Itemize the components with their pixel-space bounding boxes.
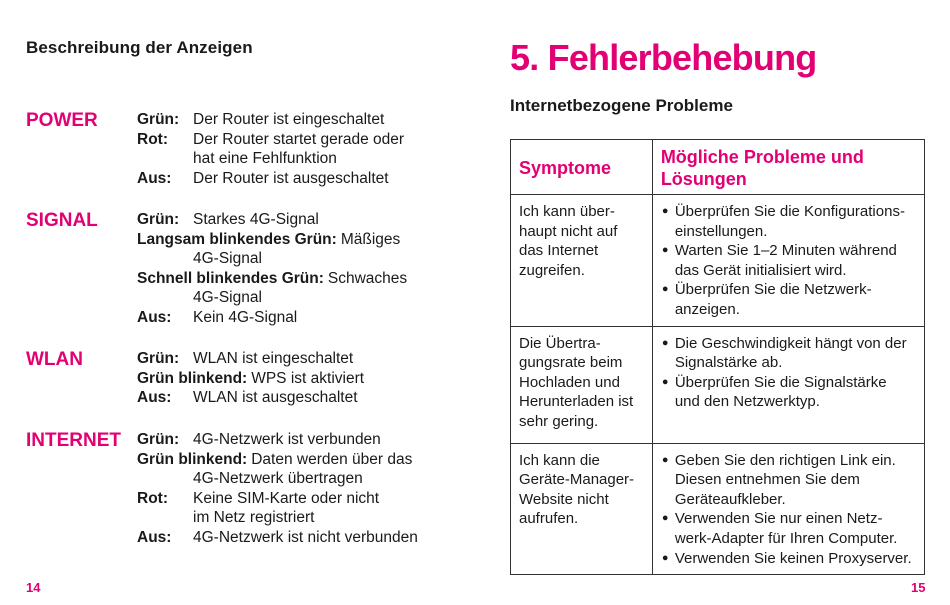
solution-bullet [662, 241, 920, 280]
solution-bullet [662, 509, 920, 548]
state-text: Schwaches [327, 269, 408, 287]
indicator-state-line [137, 528, 467, 548]
indicator-state-line [137, 349, 467, 369]
indicator-name: SIGNAL [26, 210, 98, 231]
state-label: Grün: [137, 350, 180, 367]
bullet-icon: ● [661, 205, 669, 217]
indicator-states [137, 430, 467, 548]
state-label: Aus: [137, 528, 172, 546]
indicator-state-line [137, 469, 467, 489]
solution-text [675, 451, 920, 510]
indicator-name: WLAN [26, 349, 83, 370]
bullet-icon: ● [661, 512, 669, 525]
solution-bullet [662, 202, 920, 241]
state-label: Rot: [137, 130, 168, 148]
indicator-state-line [137, 388, 467, 408]
page-number-right: 15 [911, 580, 926, 595]
state-text: hat eine Fehlfunktion [193, 150, 337, 168]
state-text: Der Router startet gerade oder [193, 130, 405, 148]
symptom-line: sehr gering. [519, 412, 599, 430]
solution-line: Warten Sie 1–2 Minuten während [674, 242, 897, 260]
solution-line: und den Netzwerktyp. [674, 393, 820, 411]
indicator-states [137, 349, 467, 408]
state-text: Der Router ist eingeschaltet [193, 111, 385, 128]
state-label: Grün: [137, 211, 180, 228]
bullet-icon: ● [661, 336, 669, 349]
state-text: 4G-Signal [193, 250, 262, 268]
solution-text [675, 280, 920, 319]
solution-bullet [662, 451, 920, 510]
indicator-state-line [137, 149, 467, 169]
bullet-icon: ● [661, 453, 669, 466]
solution-text [675, 549, 920, 569]
bullet-icon: ● [661, 375, 669, 388]
indicator-states [137, 110, 467, 188]
indicator-name: POWER [26, 110, 98, 131]
solution-cell [652, 443, 924, 575]
solution-line: einstellungen. [674, 222, 768, 240]
symptom-cell [511, 443, 653, 575]
solution-line: Diesen entnehmen Sie dem [674, 471, 860, 489]
state-text: 4G-Netzwerk übertragen [193, 470, 363, 488]
bullet-icon: ● [661, 551, 669, 564]
solution-text [675, 334, 920, 373]
bullet-icon: ● [661, 244, 669, 257]
solution-text [675, 509, 920, 548]
solution-line: Geben Sie den richtigen Link ein. [674, 451, 896, 469]
state-text: WLAN ist eingeschaltet [193, 350, 354, 367]
solution-bullet [662, 334, 920, 373]
indicator-state-line [137, 169, 467, 189]
symptom-cell [511, 195, 653, 327]
table-row [511, 443, 925, 575]
indicator-states [137, 210, 467, 328]
symptom-line: Ich kann über- [519, 203, 615, 220]
state-text: im Netz registriert [193, 509, 315, 527]
symptom-cell [511, 326, 653, 443]
indicator-state-line [137, 110, 467, 130]
indicator-state-line [137, 288, 467, 308]
solution-text [675, 202, 920, 241]
right-page [475, 0, 950, 605]
symptom-line: Die Übertra- [519, 334, 601, 352]
state-label: Langsam blinkendes Grün: [137, 230, 337, 248]
symptom-line: Ich kann die [519, 451, 600, 469]
indicator-state-line [137, 308, 467, 328]
state-text: Kein 4G-Signal [193, 308, 298, 326]
state-text: Der Router ist ausgeschaltet [193, 169, 389, 187]
indicator-state-line [137, 210, 467, 230]
solution-bullet [662, 373, 920, 412]
solution-line: Überprüfen Sie die Netzwerk- [674, 281, 872, 299]
solution-cell [652, 326, 924, 443]
header-symptoms: Symptome [511, 140, 653, 195]
section-heading: Beschreibung der Anzeigen [26, 38, 253, 57]
header-solutions: Mögliche Probleme und Lösungen [652, 140, 924, 195]
symptom-line: gungsrate beim [519, 354, 623, 372]
solution-bullet [662, 280, 920, 319]
symptom-line: Herunterladen ist [519, 393, 634, 411]
page-number-left: 14 [26, 580, 41, 595]
solution-text [675, 241, 920, 280]
solution-line: Überprüfen Sie die Signalstärke [674, 373, 887, 391]
state-label: Aus: [137, 389, 172, 407]
indicator-name: INTERNET [26, 430, 121, 451]
table-row [511, 326, 925, 443]
solution-text [675, 373, 920, 412]
state-label: Schnell blinkendes Grün: [137, 269, 324, 287]
page-title: 5. Fehlerbehebung [510, 37, 817, 78]
solution-line: werk-Adapter für Ihren Computer. [674, 529, 898, 547]
indicator-state-line [137, 450, 467, 470]
indicator-state-line [137, 249, 467, 269]
symptom-line: Hochladen und [519, 373, 620, 391]
indicator-state-line [137, 508, 467, 528]
symptom-line: das Internet [519, 242, 599, 260]
indicator-state-line [137, 230, 467, 250]
indicator-state-line [137, 269, 467, 289]
indicator-state-line [137, 430, 467, 450]
section-subtitle: Internetbezogene Probleme [510, 96, 733, 115]
state-text: Mäßiges [340, 230, 401, 248]
state-label: Aus: [137, 169, 172, 187]
state-text: 4G-Netzwerk ist nicht verbunden [193, 528, 418, 546]
solution-cell [652, 195, 924, 327]
symptom-line: haupt nicht auf [519, 222, 618, 240]
solution-bullet [662, 549, 920, 569]
table-row [511, 195, 925, 327]
solution-line: Die Geschwindigkeit hängt von der [674, 334, 907, 352]
solution-line: Signalstärke ab. [674, 354, 783, 372]
solution-line: Überprüfen Sie die Konfigurations- [674, 203, 905, 220]
solution-line: das Gerät initialisiert wird. [674, 261, 847, 279]
bullet-icon: ● [661, 283, 669, 296]
solution-line: Verwenden Sie nur einen Netz- [674, 510, 883, 528]
solution-line: Verwenden Sie keinen Proxyserver. [674, 549, 912, 567]
indicator-state-line [137, 489, 467, 509]
symptom-line: Geräte-Manager- [519, 471, 635, 489]
solution-line: anzeigen. [674, 300, 740, 318]
indicator-state-line [137, 369, 467, 389]
table-header-row [511, 140, 925, 195]
state-text: WLAN ist ausgeschaltet [193, 389, 358, 407]
symptom-line: aufrufen. [519, 510, 579, 528]
symptom-line: zugreifen. [519, 261, 585, 279]
symptom-line: Website nicht [519, 490, 609, 508]
state-text: Daten werden über das [251, 450, 413, 468]
state-label: Grün: [137, 111, 180, 128]
state-label: Grün blinkend: [137, 450, 248, 468]
state-label: Aus: [137, 308, 172, 326]
state-text: Starkes 4G-Signal [193, 211, 319, 228]
indicator-state-line [137, 130, 467, 150]
state-label: Grün blinkend: [137, 369, 248, 387]
state-label: Grün: [137, 431, 180, 448]
state-text: WPS ist aktiviert [251, 369, 365, 387]
state-text: 4G-Netzwerk ist verbunden [193, 431, 381, 448]
state-label: Rot: [137, 489, 168, 507]
state-text: 4G-Signal [193, 289, 262, 307]
solution-line: Geräteaufkleber. [674, 490, 786, 508]
troubleshooting-table [510, 139, 925, 575]
state-text: Keine SIM-Karte oder nicht [193, 489, 380, 507]
